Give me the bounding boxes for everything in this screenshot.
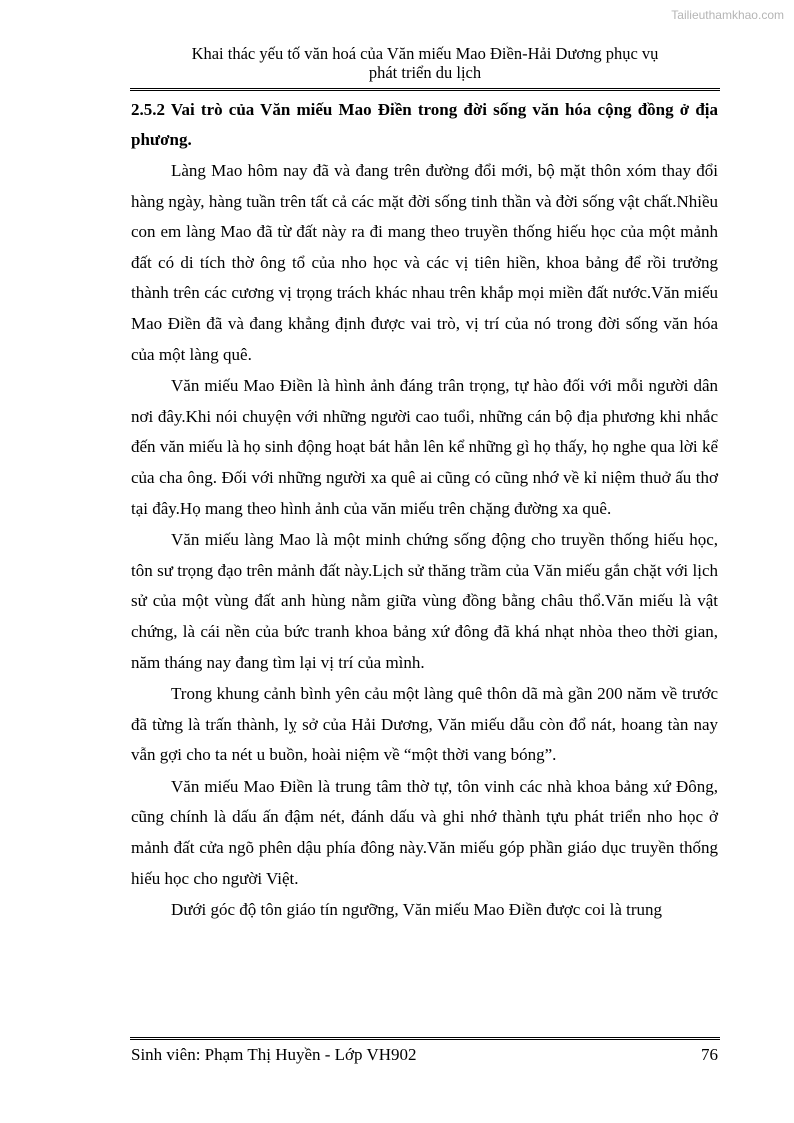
paragraph-5: Văn miếu Mao Điền là trung tâm thờ tự, tôn vinh các nhà khoa bảng xứ Đông, cũng chính là dấu ấn đậm nét, đánh dấu và ghi nhớ thành tựu phát triển nho học ở mảnh đất cửa ngõ phên dậu phía đông này.Văn miếu góp phần giáo dục truyền thống hiếu học cho người Việt. — [131, 776, 718, 888]
footer-divider — [130, 1037, 720, 1040]
header-line-2: phát triển du lịch — [368, 63, 482, 82]
paragraph-6: Dưới góc độ tôn giáo tín ngưỡng, Văn miếu Mao Điền được coi là trung — [171, 900, 663, 920]
running-header — [130, 44, 720, 82]
section-title: 2.5.2 Vai trò của Văn miếu Mao Điền trong đời sống văn hóa cộng đồng ở địa phương. — [131, 100, 718, 149]
document-body — [131, 95, 718, 926]
paragraph-1: Làng Mao hôm nay đã và đang trên đường đổi mới, bộ mặt thôn xóm thay đổi hàng ngày, hàng tuần trên tất cả các mặt đời sống tinh thần và đời sống vật chất.Nhiều con em làng Mao đã từ đất này ra đi mang theo truyền thống hiếu học của một mảnh đất có di tích thờ ông tổ của nho học và các vị tiên hiền, khoa bảng để rồi trưởng thành trên các cương vị trọng trách khác nhau trên khắp mọi miền đất nước.Văn miếu Mao Điền đã và đang khẳng định được vai trò, vị trí của nó trong đời sống văn hóa của một làng quê. — [131, 161, 718, 364]
header-line-1: Khai thác yếu tố văn hoá của Văn miếu Mao Điền-Hải Dương phục vụ — [191, 44, 659, 63]
paragraph-2: Văn miếu Mao Điền là hình ảnh đáng trân trọng, tự hào đối với mỗi người dân nơi đây.Khi nói chuyện với những người cao tuổi, những cán bộ địa phương khi nhắc đến văn miếu là họ sinh động hoạt bát hẳn lên kể những gì họ thấy, họ nghe qua lời kể của cha ông. Đối với những người xa quê ai cũng có cũng nhớ về kỉ niệm thuở ấu thơ tại đây.Họ mang theo hình ảnh của văn miếu trên chặng đường xa quê. — [131, 376, 718, 518]
header-divider — [130, 88, 720, 91]
paragraph-4: Trong khung cảnh bình yên cảu một làng quê thôn dã mà gần 200 năm về trước đã từng là trấn thành, lỵ sở của Hải Dương, Văn miếu dẫu còn đổ nát, hoang tàn nay vẫn gợi cho ta nét u buồn, hoài niệm về “một thời vang bóng”. — [131, 684, 718, 765]
page-number: 76 — [701, 1045, 718, 1064]
running-footer — [131, 1044, 718, 1066]
watermark-text: Tailieuthamkhao.com — [671, 8, 784, 22]
paragraph-3: Văn miếu làng Mao là một minh chứng sống động cho truyền thống hiếu học, tôn sư trọng đạo trên mảnh đất này.Lịch sử thăng trầm của Văn miếu gắn chặt với lịch sử của một vùng đất anh hùng nằm giữa vùng đồng bằng châu thổ.Văn miếu là vật chứng, là cái nền của bức tranh khoa bảng xứ đông đã khá nhạt nhòa theo thời gian, năm tháng nay đang tìm lại vị trí của mình. — [131, 530, 718, 672]
footer-author: Sinh viên: Phạm Thị Huyền - Lớp VH902 — [131, 1045, 417, 1064]
